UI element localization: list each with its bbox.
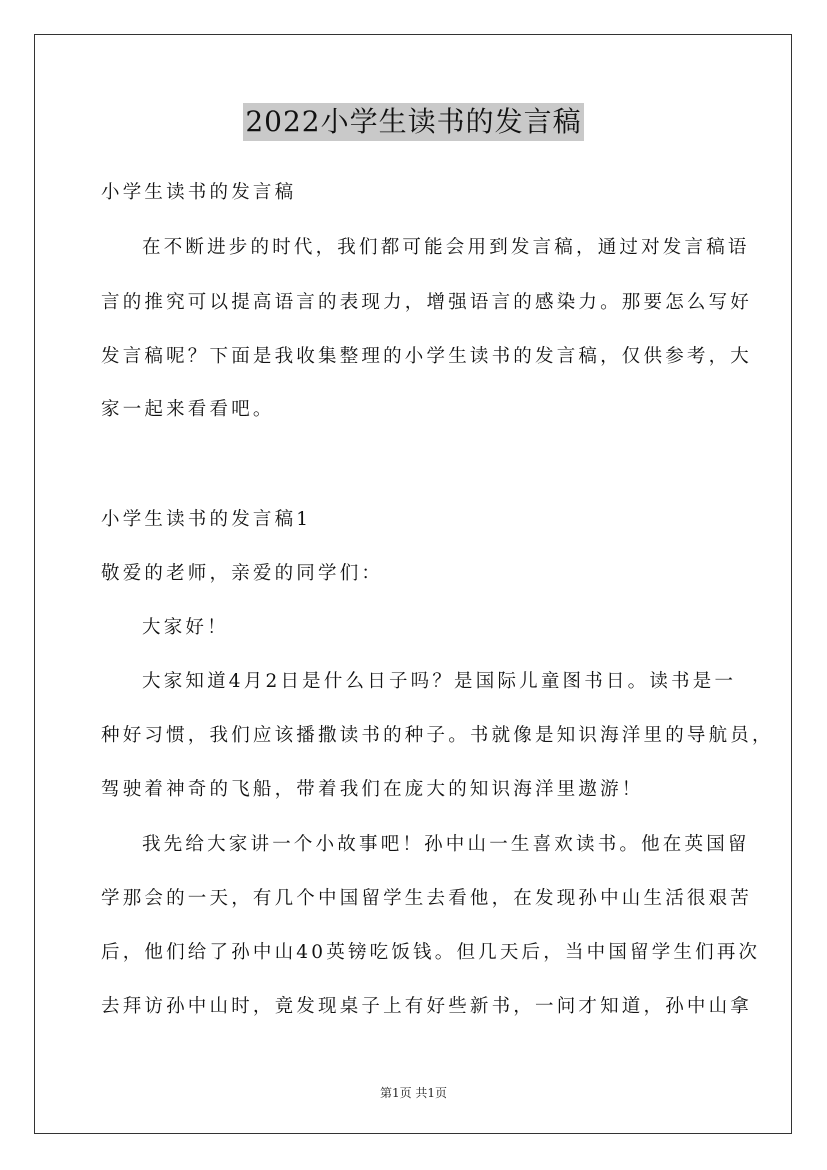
paragraph-line: 学那会的一天，有几个中国留学生去看他，在发现孙中山生活很艰苦 xyxy=(101,888,753,909)
paragraph-line: 发言稿呢？下面是我收集整理的小学生读书的发言稿，仅供参考，大 xyxy=(101,346,753,367)
greeting: 大家好！ xyxy=(142,617,229,638)
section-heading: 小学生读书的发言稿1 xyxy=(101,509,312,530)
paragraph-line: 我先给大家讲一个小故事吧！孙中山一生喜欢读书。他在英国留 xyxy=(142,834,750,855)
paragraph-line: 家一起来看看吧。 xyxy=(101,399,275,420)
title-container xyxy=(0,103,827,141)
document-subtitle: 小学生读书的发言稿 xyxy=(101,182,297,203)
salutation: 敬爱的老师，亲爱的同学们： xyxy=(101,563,384,584)
paragraph-line: 大家知道4月2日是什么日子吗？是国际儿童图书日。读书是一 xyxy=(142,671,737,692)
paragraph-line: 言的推究可以提高语言的表现力，增强语言的感染力。那要怎么写好 xyxy=(101,292,753,313)
paragraph-line: 种好习惯，我们应该播撒读书的种子。书就像是知识海洋里的导航员， xyxy=(101,725,774,746)
paragraph-line: 驾驶着神奇的飞船，带着我们在庞大的知识海洋里遨游！ xyxy=(101,779,644,800)
paragraph-line: 在不断进步的时代，我们都可能会用到发言稿，通过对发言稿语 xyxy=(142,237,750,258)
document-title: 2022小学生读书的发言稿 xyxy=(243,103,583,141)
page-footer: 第1页 共1页 xyxy=(379,1086,448,1100)
paragraph-line: 后，他们给了孙中山40英镑吃饭钱。但几天后，当中国留学生们再次 xyxy=(101,942,761,963)
paragraph-line: 去拜访孙中山时，竟发现桌子上有好些新书，一问才知道，孙中山拿 xyxy=(101,996,753,1017)
